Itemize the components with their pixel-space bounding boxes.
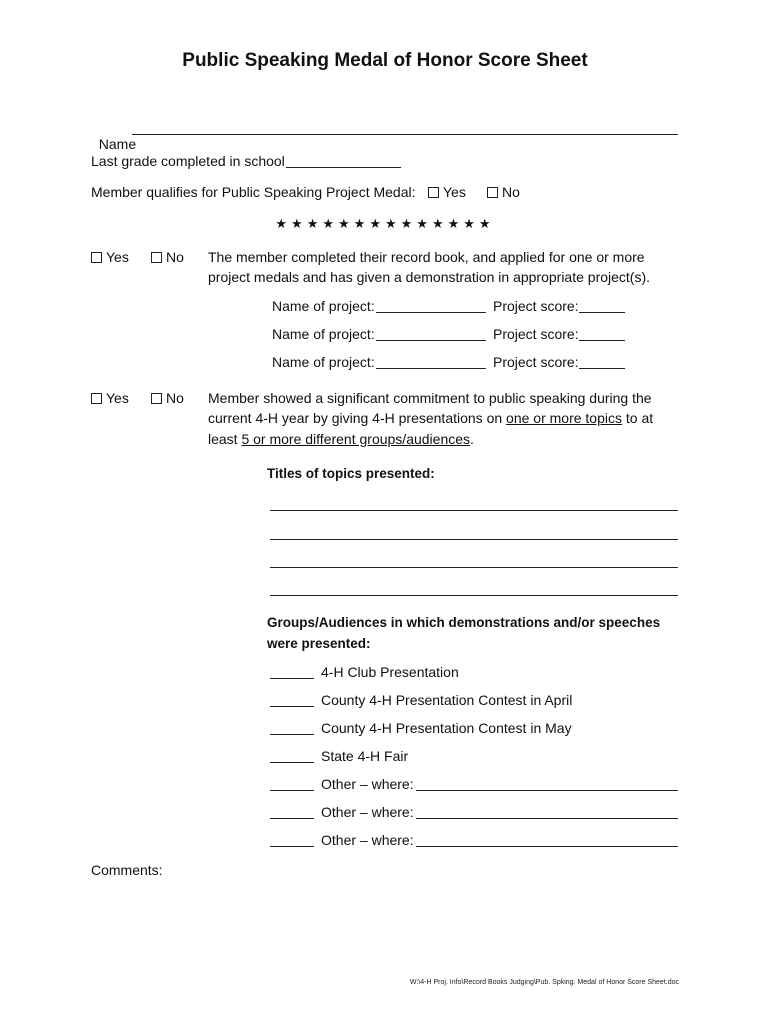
group-check-field[interactable]: [270, 762, 314, 763]
checkbox-icon: [91, 252, 102, 263]
project-name-field[interactable]: [376, 368, 486, 369]
criteria1-no-checkbox[interactable]: No: [151, 249, 184, 265]
checkbox-icon: [428, 187, 439, 198]
criteria1-yes-checkbox[interactable]: Yes: [91, 249, 129, 265]
project-score-label: Project score:: [493, 326, 579, 342]
criteria1-text-line1: The member completed their record book, and applied for one or more: [208, 249, 645, 265]
qualifies-no-checkbox[interactable]: No: [487, 184, 520, 200]
group-item: County 4-H Presentation Contest in April: [321, 692, 573, 708]
topic-field[interactable]: [270, 567, 678, 568]
page-title: Public Speaking Medal of Honor Score Sheet: [182, 50, 588, 71]
criteria2-text-line2: current 4-H year by giving 4-H presentations on one or more topics to at: [208, 410, 654, 426]
topic-field[interactable]: [270, 595, 678, 596]
comments-label: Comments:: [91, 862, 163, 878]
criteria2-text-line1: Member showed a significant commitment to public speaking during the: [208, 390, 652, 406]
file-path-footer: W:\4-H Proj. Info\Record Books Judging\Pub. Spking. Medal of Honor Score Sheet.doc: [409, 979, 679, 986]
criteria2-no-checkbox[interactable]: No: [151, 390, 184, 406]
project-score-label: Project score:: [493, 298, 579, 314]
other-where-field[interactable]: [416, 846, 678, 847]
other-where-field[interactable]: [416, 790, 678, 791]
group-item: County 4-H Presentation Contest in May: [321, 720, 572, 736]
topic-field[interactable]: [270, 510, 678, 511]
name-label: Name: [98, 136, 137, 152]
checkbox-icon: [151, 393, 162, 404]
name-field[interactable]: [132, 134, 678, 135]
topic-field[interactable]: [270, 539, 678, 540]
group-item-other: Other – where:: [321, 776, 414, 792]
topics-heading: Titles of topics presented:: [267, 466, 435, 481]
group-item: State 4-H Fair: [321, 748, 409, 764]
grade-label: Last grade completed in school: [91, 153, 285, 169]
group-item: 4-H Club Presentation: [321, 664, 459, 680]
name-row: [91, 120, 136, 152]
group-check-field[interactable]: [270, 734, 314, 735]
criteria1-text-line2: project medals and has given a demonstration in appropriate project(s).: [208, 269, 651, 285]
project-score-field[interactable]: [579, 340, 625, 341]
qualifies-yes-checkbox[interactable]: Yes: [428, 184, 466, 200]
group-check-field[interactable]: [270, 818, 314, 819]
other-where-field[interactable]: [416, 818, 678, 819]
group-item-other: Other – where:: [321, 804, 414, 820]
qualifies-label: Member qualifies for Public Speaking Project Medal:: [91, 184, 416, 200]
checkbox-icon: [151, 252, 162, 263]
project-name-label: Name of project:: [272, 354, 375, 370]
project-name-label: Name of project:: [272, 326, 375, 342]
project-name-label: Name of project:: [272, 298, 375, 314]
star-divider: ★★★★★★★★★★★★★★: [275, 216, 495, 231]
project-score-label: Project score:: [493, 354, 579, 370]
project-score-field[interactable]: [579, 312, 625, 313]
groups-heading-line2: were presented:: [267, 636, 371, 651]
checkbox-icon: [91, 393, 102, 404]
grade-field[interactable]: [286, 167, 401, 168]
project-score-field[interactable]: [579, 368, 625, 369]
groups-heading-line1: Groups/Audiences in which demonstrations and/or speeches: [267, 615, 661, 630]
group-item-other: Other – where:: [321, 832, 414, 848]
project-name-field[interactable]: [376, 312, 486, 313]
criteria2-yes-checkbox[interactable]: Yes: [91, 390, 129, 406]
project-name-field[interactable]: [376, 340, 486, 341]
group-check-field[interactable]: [270, 790, 314, 791]
group-check-field[interactable]: [270, 846, 314, 847]
criteria2-text-line3: least 5 or more different groups/audiences.: [208, 431, 474, 447]
checkbox-icon: [487, 187, 498, 198]
group-check-field[interactable]: [270, 706, 314, 707]
group-check-field[interactable]: [270, 678, 314, 679]
